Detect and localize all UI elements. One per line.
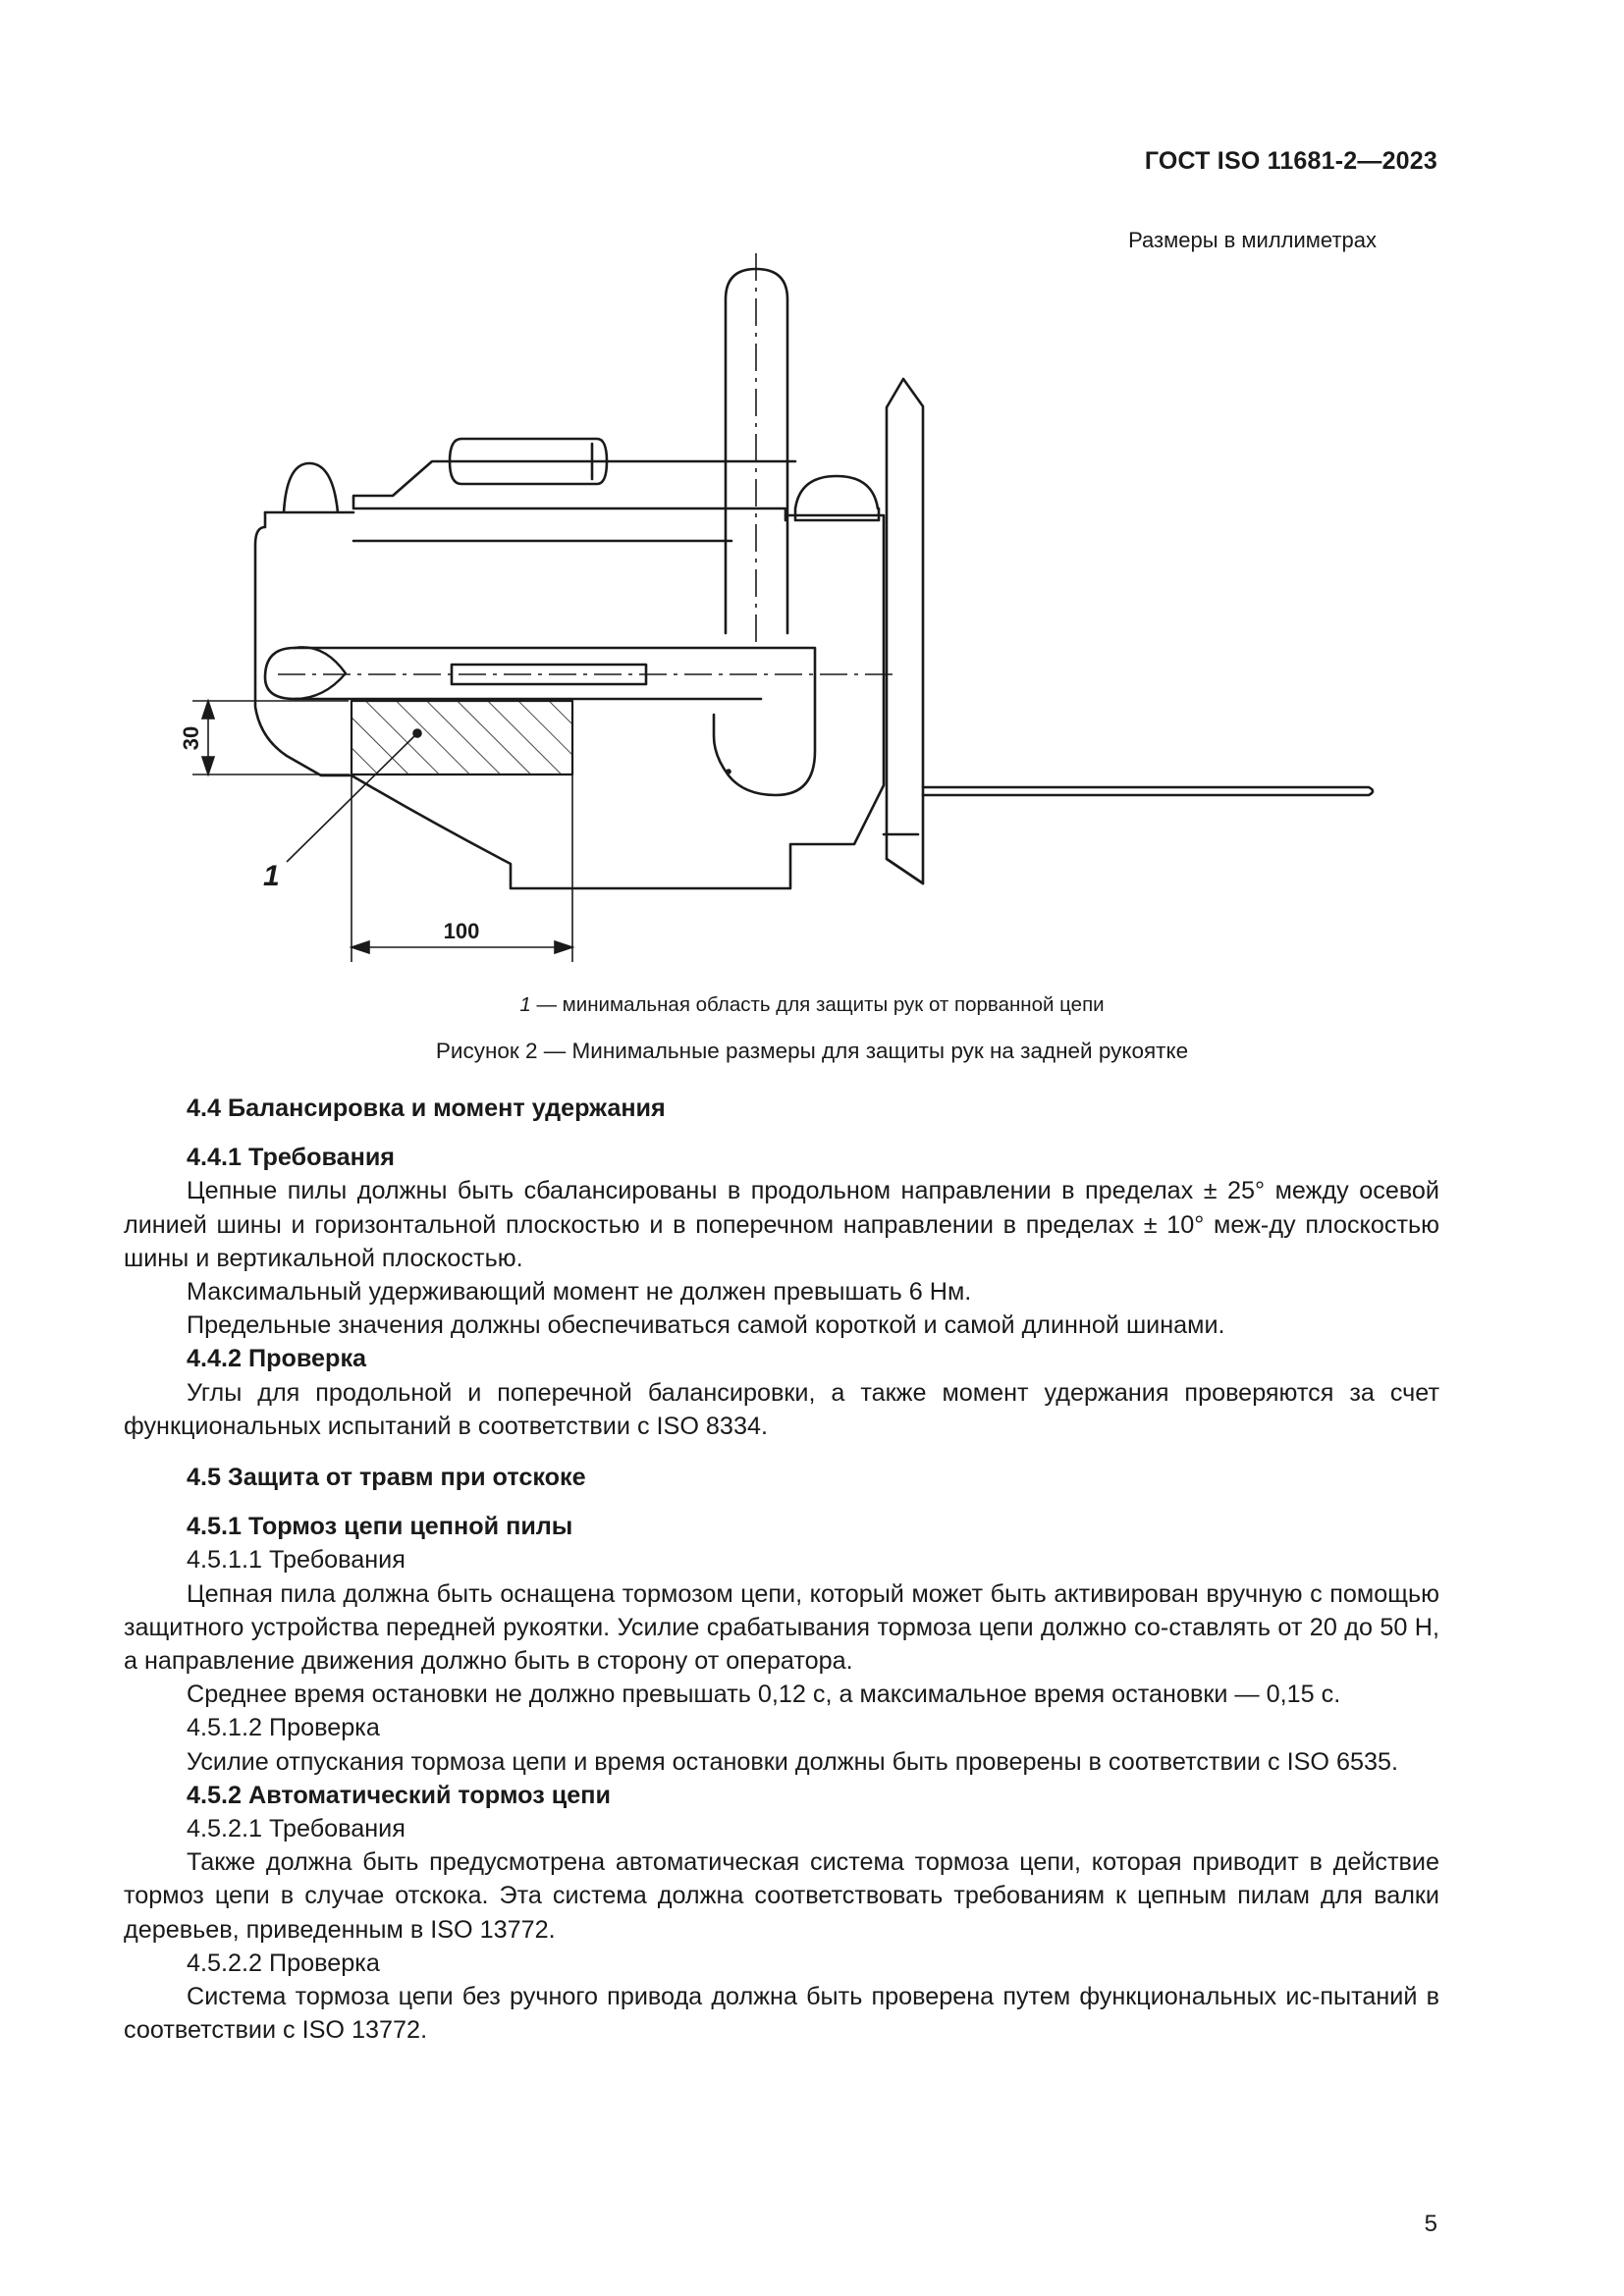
document-body <box>124 1092 1439 2047</box>
units-note: Размеры в миллиметрах <box>1128 228 1377 252</box>
paragraph: Усилие отпускания тормоза цепи и время остановки должны быть проверены в соответствии с ISO 6535. <box>187 1747 1398 1776</box>
paragraph: Максимальный удерживающий момент не должен превышать 6 Нм. <box>187 1278 972 1307</box>
figure-caption: Рисунок 2 — Минимальные размеры для защиты рук на задней рукоятке <box>435 1039 1189 1063</box>
legend-text: — минимальная область для защиты рук от порванной цепи <box>530 993 1105 1016</box>
right-knob <box>795 476 879 520</box>
paragraph: Система тормоза цепи без ручного привода должна быть проверена путем функциональных ис-пытаний в соответствии с ISO 13772. <box>124 1983 1439 2045</box>
heading-4-4-1: 4.4.1 Требования <box>187 1144 396 1172</box>
heading-4-4-2: 4.4.2 Проверка <box>187 1345 367 1373</box>
legend-number: 1 <box>519 993 531 1016</box>
heading-4-5-2: 4.5.2 Автоматический тормоз цепи <box>187 1781 611 1809</box>
heading-4-5-1: 4.5.1 Тормоз цепи цепной пилы <box>187 1513 573 1541</box>
callout-number: 1 <box>263 860 280 892</box>
protection-area <box>352 701 572 774</box>
figure-legend <box>0 993 1624 1017</box>
heading-4-4: 4.4 Балансировка и момент удержания <box>187 1095 666 1122</box>
paragraph: Среднее время остановки не должно превышать 0,12 с, а максимальное время остановки — 0,15 с. <box>187 1681 1341 1709</box>
left-knob <box>265 463 353 512</box>
figure-2 <box>0 0 1624 982</box>
chainsaw-handle-drawing <box>0 0 1624 982</box>
page-number: 5 <box>1424 2211 1437 2237</box>
front-guard <box>887 379 923 883</box>
paragraph: Цепные пилы должны быть сбалансированы в продольном направлении в пределах ± 25° между осевой линией шины и горизонтальной плоскостью и в поперечном направлении в пределах ± 10° меж-ду плоскостью шины и вертикальной плоскостью. <box>124 1177 1439 1272</box>
guide-bar <box>923 787 1373 795</box>
heading-4-5: 4.5 Защита от травм при отскоке <box>187 1464 586 1492</box>
paragraph: Предельные значения должны обеспечиваться самой короткой и самой длинной шинами. <box>187 1311 1225 1340</box>
subheading-4-5-1-1: 4.5.1.1 Требования <box>187 1546 406 1575</box>
dimension-height-label: 30 <box>179 725 203 751</box>
handle-tip <box>295 647 346 699</box>
paragraph: Также должна быть предусмотрена автоматическая система тормоза цепи, которая приводит в действие тормоз цепи в случае отскока. Эта система должна соответствовать требованиям к цепным пилам для валки деревьев, приведенным в ISO 13772. <box>124 1848 1439 1944</box>
page-header: ГОСТ ISO 11681-2—2023 <box>1144 147 1437 175</box>
paragraph: Цепная пила должна быть оснащена тормозом цепи, который может быть активирован вручную с помощью защитного устройства передней рукоятки. Усилие срабатывания тормоза цепи должно со-ставлять от 20 до 50 Н, а направление движения должно быть в сторону от оператора. <box>124 1579 1439 1676</box>
paragraph: Углы для продольной и поперечной балансировки, а также момент удержания проверяются за счет функциональных испытаний в соответствии с ISO 8334. <box>124 1378 1439 1440</box>
dimension-width-label: 100 <box>443 919 480 943</box>
subheading-4-5-2-1: 4.5.2.1 Требования <box>187 1815 406 1843</box>
subheading-4-5-2-2: 4.5.2.2 Проверка <box>187 1949 380 1977</box>
subheading-4-5-1-2: 4.5.1.2 Проверка <box>187 1714 380 1742</box>
